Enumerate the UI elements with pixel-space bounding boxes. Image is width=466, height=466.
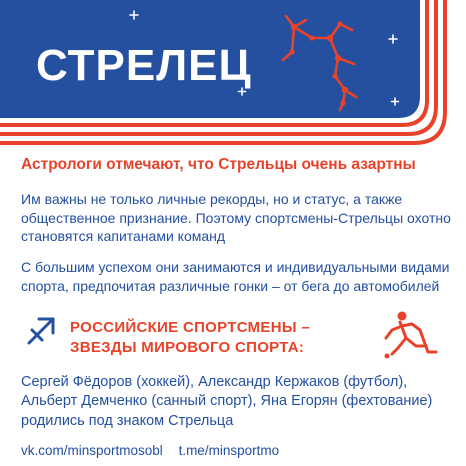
athletes-section-title: РОССИЙСКИЕ СПОРТСМЕНЫ – ЗВЕЗДЫ МИРОВОГО СПОРТА:	[70, 319, 310, 356]
hockey-player-icon	[378, 308, 440, 360]
sagittarius-symbol-icon	[24, 314, 58, 348]
athletes-list: Сергей Фёдоров (хоккей), Александр Кержаков (футбол), Альберт Демченко (санный спорт), Яна Егорян (фехтование) родились под знаком Стрельца	[21, 374, 433, 429]
paragraph-individual-sports: С большим успехом они занимаются и индивидуальными видами спорта, предпочитая различные гонки – от бега до автомобилей	[21, 259, 450, 294]
footer-links	[21, 443, 291, 458]
paragraph-status: Им важны не только личные рекорды, но и статус, а также общественное признание. Поэтому спортсмены-Стрельцы охотно становятся капитанами команд	[21, 191, 451, 245]
headline: Астрологи отмечают, что Стрельцы очень азартны	[21, 156, 416, 173]
vk-link[interactable]: vk.com/minsportmosobl	[21, 443, 163, 458]
telegram-link[interactable]: t.me/minsportmo	[178, 443, 280, 458]
page-title: СТРЕЛЕЦ	[36, 41, 252, 90]
header-banner	[0, 0, 466, 160]
